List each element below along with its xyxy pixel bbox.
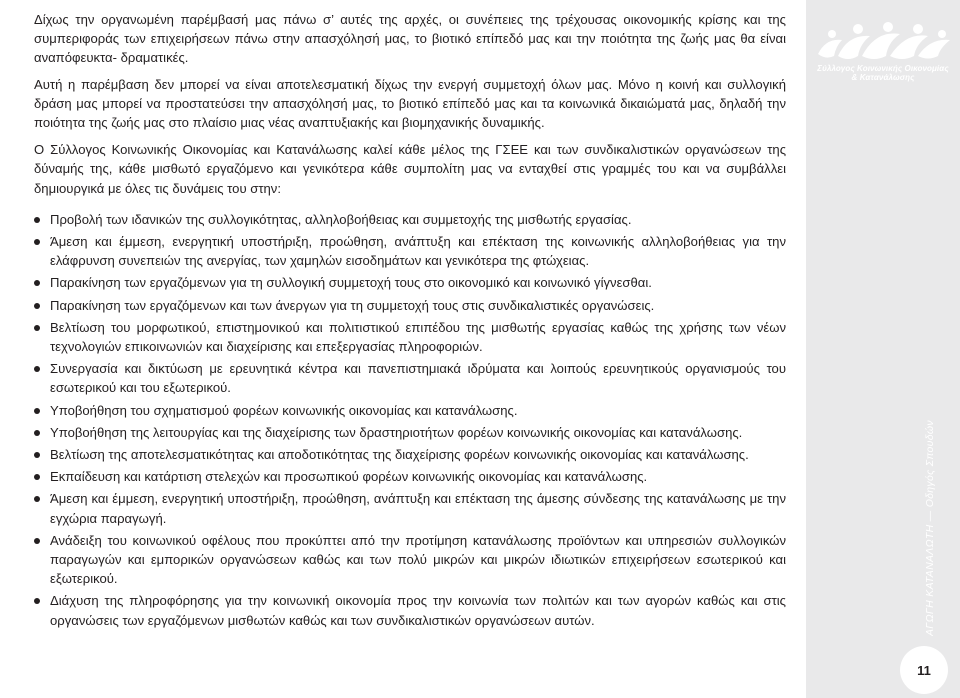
list-item-text: Άμεση και έμμεση, ενεργητική υποστήριξη, προώθηση, ανάπτυξη και επέκταση της κοινωνικής αλληλοβοήθειας για την ελάφρυνση συνεπειών της ανεργίας, των χαμηλών εισοδημάτων και γενικότερα της φτώχειας. [50,234,786,269]
bullet-icon [34,217,40,223]
list-item [34,467,786,486]
bullet-icon [34,474,40,480]
list-item-text: Υποβοήθηση του σχηματισμού φορέων κοινωνικής οικονομίας και κατανάλωσης. [50,402,518,418]
list-item-text: Βελτίωση της αποτελεσματικότητας και αποδοτικότητας της διαχείρισης φορέων κοινωνικής οικονομίας και κατανάλωσης. [50,447,749,463]
bullet-icon [34,280,40,286]
bullet-icon [34,408,40,414]
list-item [34,318,786,356]
bullet-icon [34,452,40,458]
paragraph-intro: Δίχως την οργανωμένη παρέμβασή μας πάνω σ’ αυτές της αρχές, οι συνέπειες της τρέχουσας οικονομικής κρίσης και της συμπεριφοράς των επιχειρήσεων πάνω στην απασχόλησή μας, το βιοτικό επίπεδό μας και την ποιότητα της ζωής μας θα είναι αναπόφευκτα- δραματικές. [34,12,786,66]
list-item [34,296,786,315]
list-item [34,423,786,442]
list-item-text: Ανάδειξη του κοινωνικού οφέλους που προκύπτει από την προτίμηση κατανάλωσης προϊόντων και υπηρεσιών συλλογικών παραγωγών και εμπορικών οργανώσεων καθώς και των πολύ μικρών και μικρών ιδιωτικών επιχειρήσεων εσωτερικού και εξωτερικού. [50,532,786,587]
bullet-icon [34,325,40,331]
main-content [34,10,786,633]
bullet-icon [34,303,40,309]
logo-text-line1: Σύλλογος Κοινωνικής Οικονομίας [817,64,949,73]
paragraph-call-to-action: Ο Σύλλογος Κοινωνικής Οικονομίας και Κατανάλωσης καλεί κάθε μέλος της ΓΣΕΕ και των συνδικαλιστικών οργανώσεων της δύναμής της, κάθε μισθωτό εργαζόμενο και γενικότερα κάθε συμπολίτη μας να ενταχθεί στις γραμμές του και να συμβάλλει δημιουργικά με όλες τις δυνάμεις του στην: [34,142,786,196]
list-item [34,273,786,292]
page-number: 11 [900,646,948,694]
list-item-text: Υποβοήθηση της λειτουργίας και της διαχείρισης των δραστηριοτήτων φορέων κοινωνικής οικονομίας και κατανάλωσης. [50,424,743,440]
list-item [34,401,786,420]
list-item-text: Προβολή των ιδανικών της συλλογικότητας, αλληλοβοήθειας και συμμετοχής της μισθωτής εργασίας. [50,211,632,227]
list-item [34,591,786,629]
bullet-icon [34,239,40,245]
bullet-icon [34,366,40,372]
list-item-text: Συνεργασία και δικτύωση με ερευνητικά κέντρα και πανεπιστημιακά ιδρύματα και λοιπούς ερευνητικούς οργανισμούς του εσωτερικού και του εξωτερικού. [50,361,786,396]
bullet-icon [34,538,40,544]
list-item [34,489,786,527]
bullet-icon [34,496,40,502]
list-item [34,531,786,589]
paragraph-participation: Αυτή η παρέμβαση δεν μπορεί να είναι αποτελεσματική δίχως την ενεργή συμμετοχή όλων μας. Μόνο η κοινή και συλλογική δράση μας μπορεί να προστατεύσει την απασχόλησή μας, το βιοτικό επίπεδό μας και τα κοινωνικά δικαιώματά μας, δηλαδή την ποιότητα της ζωής μας στο πλαίσιο μιας νέας αναπτυξιακής και βιομηχανικής δυναμικής. [34,76,786,131]
list-item-text: Παρακίνηση των εργαζόμενων για τη συλλογική συμμετοχή τους στο οικονομικό και κοινωνικό γίγνεσθαι. [50,275,652,291]
list-item [34,359,786,397]
bullet-icon [34,598,40,604]
list-item-text: Διάχυση της πληροφόρησης για την κοινωνική οικονομία προς την κοινωνία των πολιτών και των αγορών καθώς και στις οργανώσεις των εργαζόμενων μισθωτών καθώς και των συνδικαλιστικών οργανώσεων αυτών. [50,593,786,628]
list-item [34,210,786,229]
list-item [34,445,786,464]
list-item-text: Εκπαίδευση και κατάρτιση στελεχών και προσωπικού φορέων κοινωνικής οικονομίας και κατανάλωσης. [50,469,648,485]
goals-list [34,210,786,630]
logo-text-line2: & Κατανάλωσης [851,73,915,82]
list-item-text: Άμεση και έμμεση, ενεργητική υποστήριξη, προώθηση, ανάπτυξη και επέκταση της άμεσης σύνδεσης της κατανάλωσης με την εγχώρια παραγωγή. [50,491,786,526]
vertical-running-title: ΑΓΩΓΗ ΚΑΤΑΝΑΛΩΤΗ — Οδηγός Σπουδών [924,420,936,636]
list-item-text: Παρακίνηση των εργαζόμενων και των άνεργων για τη συμμετοχή τους στις συνδικαλιστικές οργανώσεις. [50,297,655,313]
sidebar [806,0,960,636]
list-item-text: Βελτίωση του μορφωτικού, επιστημονικού και πολιτιστικού επιπέδου της μισθωτής εργασίας καθώς της χρήσης των νέων τεχνολογιών επικοινωνιών και διαχείρισης και επεξεργασίας πληροφοριών. [50,319,786,355]
list-item [34,232,786,270]
bullet-icon [34,430,40,436]
